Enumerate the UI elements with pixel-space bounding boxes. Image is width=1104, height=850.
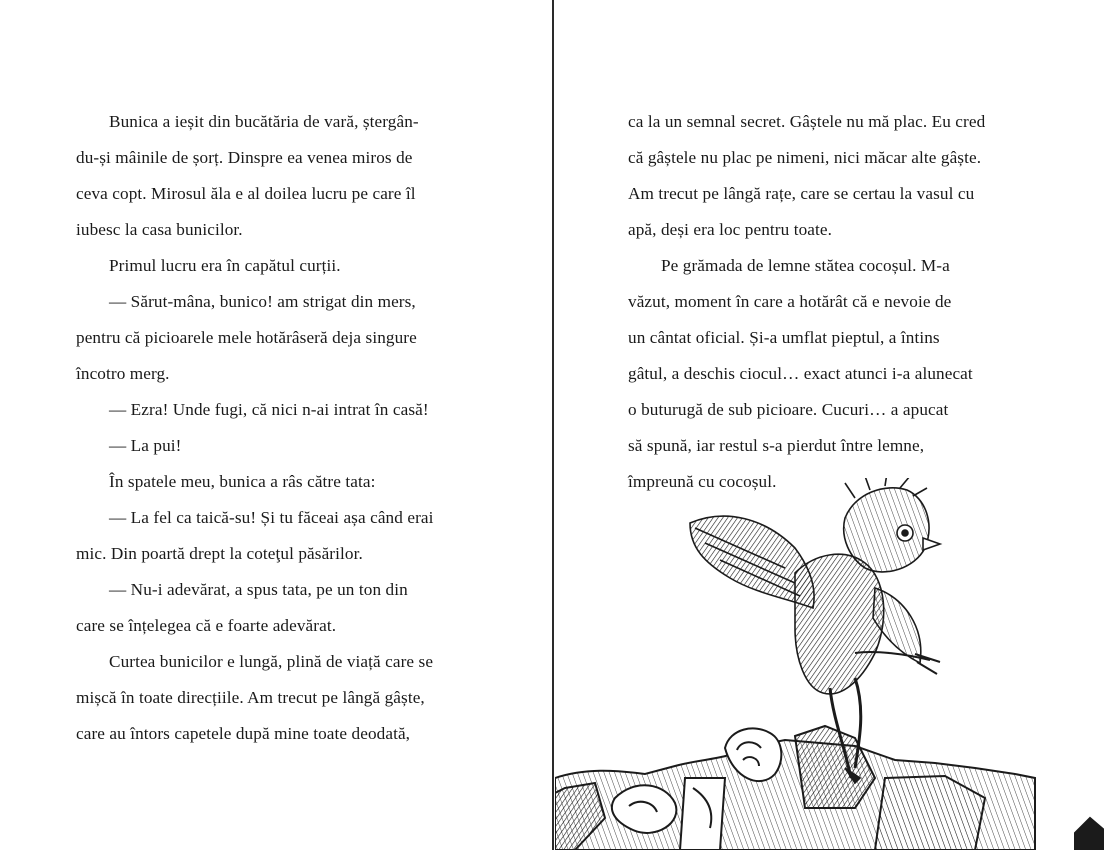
- woodpile-icon: [555, 726, 1104, 850]
- text-line: Am trecut pe lângă rațe, care se certau la vasul cu: [628, 184, 975, 203]
- text-line: un cântat oficial. Și-a umflat pieptul, a întins: [628, 328, 940, 347]
- text-line: Bunica a ieșit din bucătăria de vară, ștergân-: [109, 112, 419, 131]
- text-line: împreună cu cocoșul.: [628, 472, 777, 491]
- text-line: Pe grămada de lemne stătea cocoșul. M-a: [661, 256, 950, 275]
- text-line: mic. Din poartă drept la coteţul păsărilor.: [76, 544, 363, 563]
- text-line: pentru că picioarele mele hotărâseră deja singure: [76, 328, 417, 347]
- text-line: ca la un semnal secret. Gâștele nu mă plac. Eu cred: [628, 112, 986, 131]
- text-line: du-și mâinile de șorț. Dinspre ea venea miros de: [76, 148, 413, 167]
- text-line: care se înțelegea că e foarte adevărat.: [76, 616, 337, 635]
- text-line: ceva copt. Mirosul ăla e al doilea lucru pe care îl: [76, 184, 416, 203]
- text-line: Curtea bunicilor e lungă, plină de viață care se: [109, 652, 434, 671]
- text-line: Primul lucru era în capătul curții.: [109, 256, 341, 275]
- text-line: — La fel ca taică-su! Și tu făceai așa când erai: [109, 508, 434, 527]
- rooster-illustration: [555, 478, 1104, 850]
- page-gutter-divider: [552, 0, 554, 850]
- text-line: că gâștele nu plac pe nimeni, nici măcar alte gâște.: [628, 148, 982, 167]
- text-line: văzut, moment în care a hotărât că e nevoie de: [628, 292, 952, 311]
- right-page-text: [628, 104, 1048, 500]
- text-line: — Sărut-mâna, bunico! am strigat din mers,: [109, 292, 416, 311]
- text-line: — Ezra! Unde fugi, că nici n-ai intrat în casă!: [109, 400, 429, 419]
- text-line: o buturugă de sub picioare. Cucuri… a apucat: [628, 400, 949, 419]
- text-line: mișcă în toate direcțiile. Am trecut pe lângă gâște,: [76, 688, 425, 707]
- text-line: apă, deși era loc pentru toate.: [628, 220, 833, 239]
- rooster-on-woodpile-icon: [555, 478, 1104, 850]
- text-line: gâtul, a deschis ciocul… exact atunci i-a alunecat: [628, 364, 973, 383]
- text-line: În spatele meu, bunica a râs către tata:: [109, 472, 376, 491]
- text-line: — La pui!: [109, 436, 182, 455]
- left-page-text: [76, 104, 486, 752]
- text-line: să spună, iar restul s-a pierdut între lemne,: [628, 436, 925, 455]
- text-line: — Nu-i adevărat, a spus tata, pe un ton din: [109, 580, 408, 599]
- text-line: care au întors capetele după mine toate deodată,: [76, 724, 411, 743]
- text-line: iubesc la casa bunicilor.: [76, 220, 243, 239]
- text-line: încotro merg.: [76, 364, 170, 383]
